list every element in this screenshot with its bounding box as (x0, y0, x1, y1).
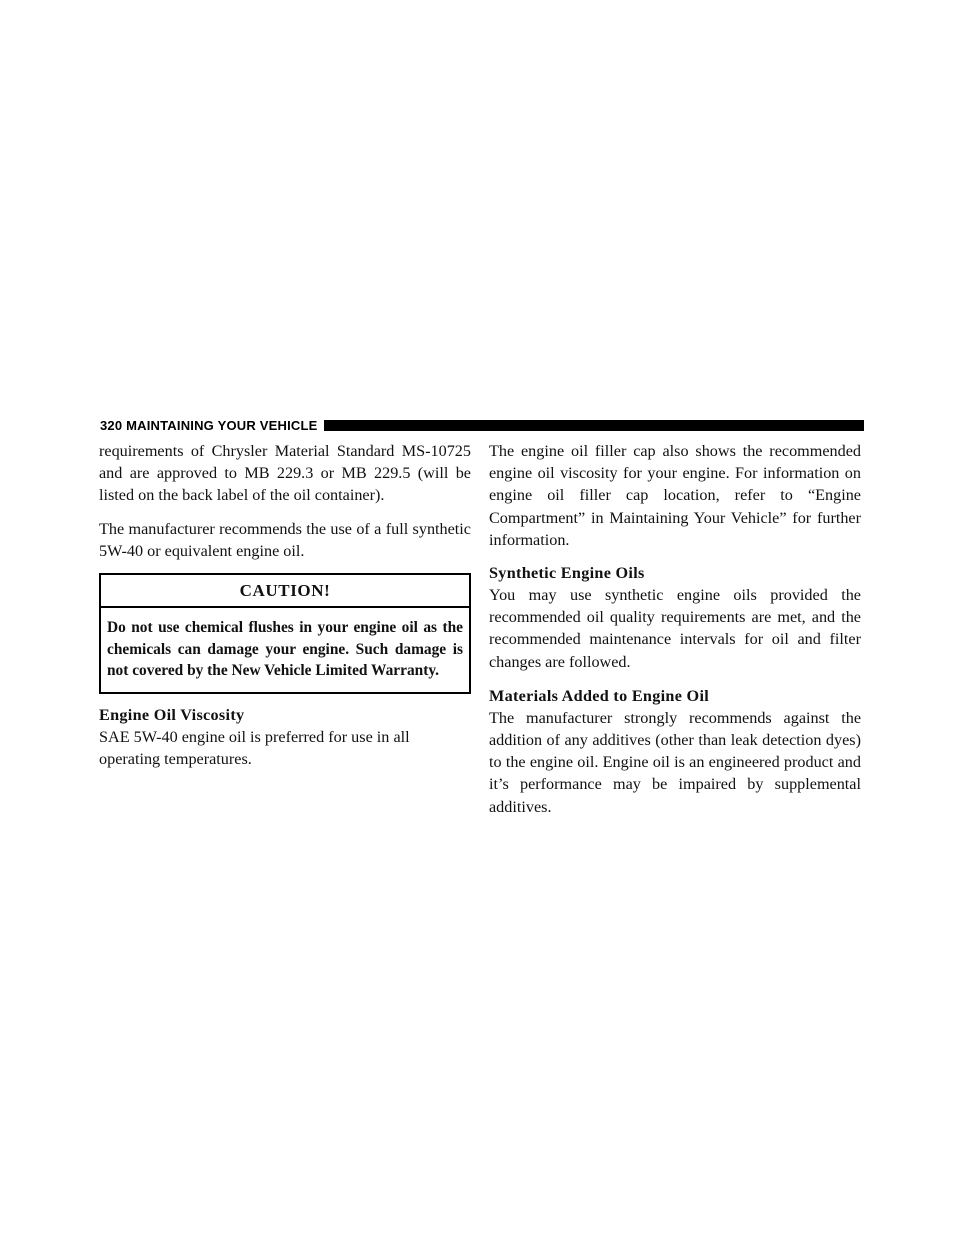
filler-cap-paragraph: The engine oil filler cap also shows the recommended engine oil viscosity for your engine. For information on engine oil filler cap location, refer to “Engine Compartment” in Maintaining Your Vehicle” for further information. (489, 442, 861, 549)
right-column (489, 440, 861, 830)
left-column (99, 440, 471, 782)
oil-standard-paragraph: requirements of Chrysler Material Standard MS-10725 and are approved to MB 229.3 or MB 229.5 (will be listed on the back label of the oil container). (99, 442, 471, 505)
viscosity-heading: Engine Oil Viscosity (99, 705, 245, 724)
page-number-section-title: 320 MAINTAINING YOUR VEHICLE (100, 417, 318, 433)
synthetic-oils-paragraph: You may use synthetic engine oils provided the recommended oil quality requirements are met, and the recommended maintenance intervals for oil and filter changes are followed. (489, 586, 861, 671)
synthetic-recommendation-paragraph: The manufacturer recommends the use of a full synthetic 5W-40 or equivalent engine oil. (99, 519, 471, 560)
synthetic-oils-heading: Synthetic Engine Oils (489, 564, 645, 583)
header-rule-bar (324, 420, 865, 431)
page-header (100, 417, 864, 433)
viscosity-section (99, 704, 471, 770)
caution-box (99, 573, 471, 694)
additives-paragraph: The manufacturer strongly recommends against the addition of any additives (other than leak detection dyes) to the engine oil. Engine oil is an engineered product and it’s performance may be impaired by supplemental additives. (489, 708, 861, 816)
additives-heading: Materials Added to Engine Oil (489, 686, 710, 705)
viscosity-paragraph: SAE 5W-40 engine oil is preferred for use in all operating temperatures. (99, 727, 410, 768)
caution-title: CAUTION! (101, 575, 469, 608)
additives-section (489, 685, 861, 818)
synthetic-oils-section (489, 562, 861, 673)
caution-text: Do not use chemical flushes in your engine oil as the chemicals can damage your engine. Such damage is not covered by the New Vehicle Limited Warranty. (107, 619, 463, 680)
